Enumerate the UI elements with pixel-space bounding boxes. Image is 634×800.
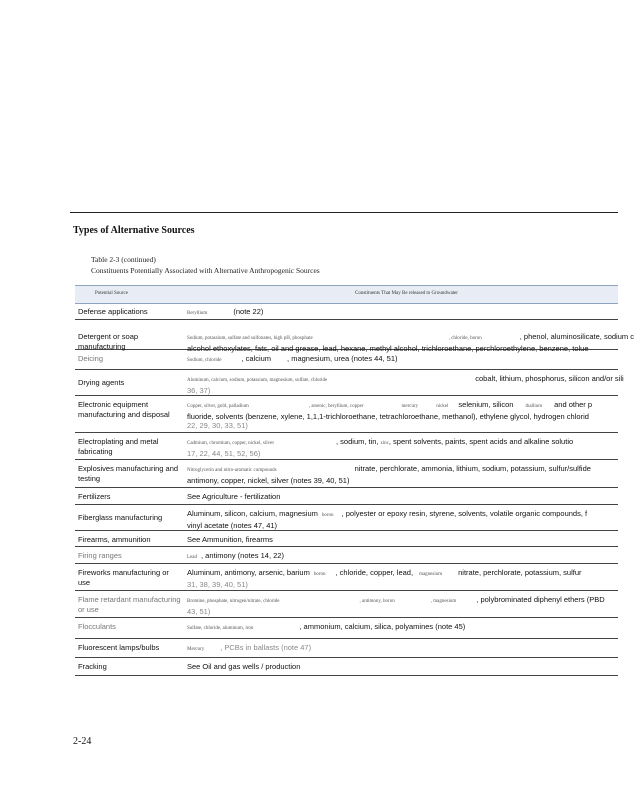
row-source: Deicing — [78, 354, 104, 363]
row-source: Firearms, ammunition — [78, 535, 151, 544]
header-potential-source: Potential Source — [95, 291, 128, 296]
row-source: Fertilizers — [78, 492, 111, 501]
row-constituents: Sulfate, chloride, aluminum, iron , ammonium, calcium, silica, polyamines (note 45) — [187, 622, 466, 631]
table-row — [75, 350, 618, 370]
table-header — [75, 285, 618, 304]
table-caption-line1: Table 2-3 (continued) — [91, 255, 156, 264]
table-row — [75, 370, 624, 396]
row-constituents: Aluminum, silicon, calcium, magnesium boron , polyester or epoxy resin, styrene, solvents, volatile organic compounds, f vinyl acetate (notes 47, 41) — [187, 509, 588, 530]
table-body — [75, 303, 634, 676]
row-constituents: Copper, silver, gold, palladium , arsenic, beryllium, copper mercury nickel selenium, silicon thallium and other p fluoride, solvents (benzene, xylene, 1,1,1-trichloroethane, tetrachloroethane, methanol), ethylene glycol, hydrogen chlorid 22, 29, 30, 33, 51) — [187, 400, 593, 430]
row-constituents: Aluminum, antimony, arsenic, barium boron , chloride, copper, lead, magnesium nitrate, perchlorate, potassium, sulfur 31, 38, 39, 40, 51) — [187, 568, 582, 589]
table-row — [75, 618, 618, 639]
table-row — [75, 460, 618, 488]
row-source: Defense applications — [78, 307, 148, 316]
table-row — [75, 396, 618, 433]
table-row — [75, 658, 618, 676]
row-constituents: Lead , antimony (notes 14, 22) — [187, 551, 284, 560]
section-top-rule — [70, 212, 618, 213]
page-number: 2-24 — [73, 736, 92, 747]
row-constituents: Sodium, chloride , calcium , magnesium, urea (notes 44, 51) — [187, 354, 398, 363]
row-constituents: Mercury , PCBs in ballasts (note 47) — [187, 643, 312, 652]
row-source: Fluorescent lamps/bulbs — [78, 643, 160, 652]
row-source: Explosives manufacturing and testing — [78, 464, 179, 483]
row-source: Electroplating and metal fabricating — [78, 437, 159, 456]
row-constituents: See Oil and gas wells / production — [187, 662, 301, 671]
table-row — [75, 320, 634, 353]
row-source: Flame retardant manufacturing or use — [78, 595, 181, 614]
section-title: Types of Alternative Sources — [73, 225, 195, 236]
table-row — [75, 531, 618, 547]
row-constituents: See Ammunition, firearms — [187, 535, 273, 544]
table-row — [75, 505, 618, 531]
table-caption-line2: Constituents Potentially Associated with Alternative Anthropogenic Sources — [91, 266, 320, 275]
row-constituents: Beryllium (note 22) — [187, 307, 264, 316]
row-source: Electronic equipment manufacturing and disposal — [78, 400, 170, 419]
row-constituents: Cadmium, chromium, copper, nickel, silver , sodium, tin, zinc, spent solvents, paints, spent acids and alkaline solutio 17, 22, 44, 51, 52, 56) — [187, 437, 574, 458]
row-source: Fiberglass manufacturing — [78, 513, 163, 522]
row-constituents: See Agriculture - fertilization — [187, 492, 281, 501]
table-row — [75, 591, 618, 618]
row-source: Fireworks manufacturing or use — [78, 568, 169, 587]
table-row — [75, 433, 618, 460]
row-source: Detergent or soap manufacturing — [78, 332, 139, 351]
row-source: Firing ranges — [78, 551, 122, 560]
table-row — [75, 488, 618, 505]
row-constituents: Bromine, phosphate, nitrogen/nitrate, chloride , antimony, boron , magnesium , polybrominated diphenyl ethers (PBD 43, 51) — [187, 595, 605, 616]
header-constituents: Constituents That May Be released to Groundwater — [355, 291, 458, 296]
row-constituents: Sodium, potassium, sulfate and sulfonates, high pH, phosphate , chloride, boron , phenol, aluminosilicate, sodium c alcohol ethoxylates, fats, oil and grease, lead, hexane, methyl alcohol, trichloroethane, perchloroethylene, benzene, tolue — [187, 332, 634, 353]
row-source: Drying agents — [78, 378, 125, 387]
row-source: Fracking — [78, 662, 107, 671]
table-row — [75, 303, 618, 320]
row-source: Flocculants — [78, 622, 116, 631]
table-row — [75, 547, 618, 564]
row-constituents: Nitroglycerin and nitro-aromatic compounds nitrate, perchlorate, ammonia, lithium, sodium, potassium, sulfur/sulfide antimony, copper, nickel, silver (notes 39, 40, 51) — [187, 464, 591, 485]
row-constituents: Aluminum, calcium, sodium, potassium, magnesium, sulfate, chloride cobalt, lithium, phosphorus, silicon and/or sili 36, 37) — [187, 374, 624, 395]
table-row — [75, 564, 618, 591]
table-row — [75, 639, 618, 658]
